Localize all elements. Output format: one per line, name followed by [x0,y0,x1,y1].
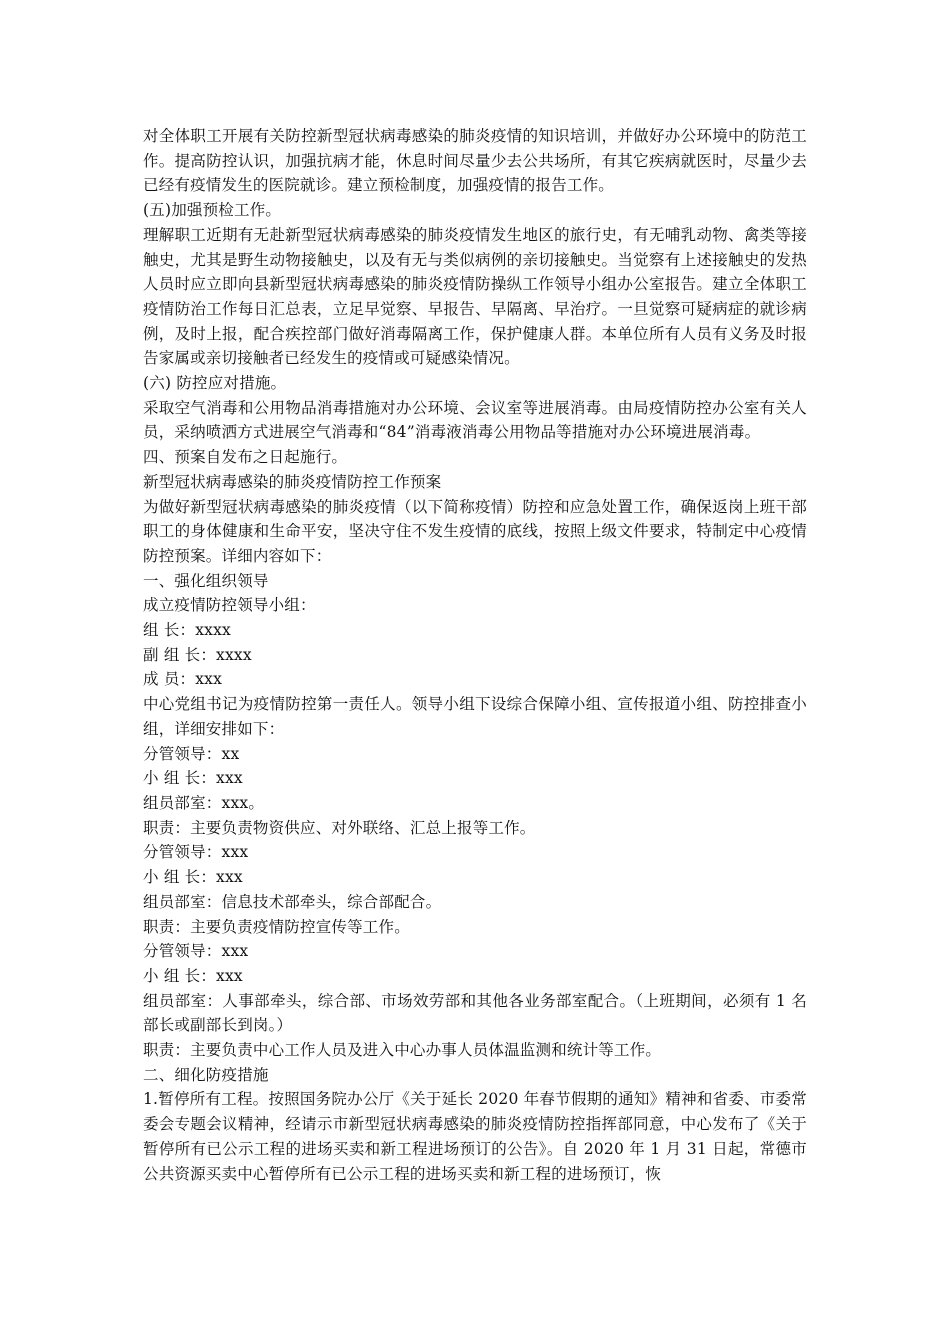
heading-response-measures: (六) 防控应对措施。 [143,374,287,393]
paragraph-disinfection: 采取空气消毒和公用物品消毒措施对办公环境、会议室等进展消毒。由局疫情防控办公室有关人员，采纳喷洒方式进展空气消毒和“84”消毒液消毒公用物品等措施对办公环境进展消毒。 [143,398,807,442]
paragraph-contact-history: 理解职工近期有无赴新型冠状病毒感染的肺炎疫情发生地区的旅行史，有无哺乳动物、禽类等接触史，尤其是野生动物接触史，以及有无与类似病例的亲切接触史。当觉察有上述接触史的发热人员时应立即向县新型冠状病毒感染的肺炎疫情防操纵工作领导小组办公室报告。建立全体职工疫情防治工作每日汇总表，立足早觉察、早报告、早隔离、早治疗。一旦觉察可疑病症的就诊病例，及时上报，配合疾控部门做好消毒隔离工作，保护健康人群。本单位所有人员有义务及时报告家属或亲切接触者已经发生的疫情或可疑感染情况。 [143,225,807,368]
document-title: 新型冠状病毒感染的肺炎疫情防控工作预案 [143,472,442,491]
line-department-3: 组员部室：人事部牵头，综合部、市场效劳部和其他各业务部室配合。（上班期间，必须有 1 名部长或副部长到岗。） [143,991,807,1035]
heading-organization: 一、强化组织领导 [143,571,269,590]
paragraph-intro: 为做好新型冠状病毒感染的肺炎疫情（以下简称疫情）防控和应急处置工作，确保返岗上班干部职工的身体健康和生命平安，坚决守住不发生疫情的底线，按照上级文件要求，特制定中心疫情防控预案。详细内容如下： [143,497,807,565]
line-duty-3: 职责：主要负责中心工作人员及进入中心办事人员体温监测和统计等工作。 [143,1041,662,1060]
line-team-leader-3: 小 组 长：xxx [143,966,243,985]
line-group-leader: 组 长：xxxx [143,621,231,640]
line-department-1: 组员部室：xxx。 [143,793,265,812]
line-duty-1: 职责：主要负责物资供应、对外联络、汇总上报等工作。 [143,818,536,837]
paragraph-training: 对全体职工开展有关防控新型冠状病毒感染的肺炎疫情的知识培训，并做好办公环境中的防范工作。提高防控认识，加强抗病才能，休息时间尽量少去公共场所，有其它疾病就医时，尽量少去已经有疫情发生的医院就诊。建立预检制度，加强疫情的报告工作。 [143,127,807,195]
line-supervisor-1: 分管领导：xx [143,744,240,763]
paragraph-suspend-projects: 1.暂停所有工程。按照国务院办公厅《关于延长 2020 年春节假期的通知》精神和省委、市委常委会专题会议精神，经请示市新型冠状病毒感染的肺炎疫情防控指挥部同意，中心发布了《关于暂停所有已公示工程的进场买卖和新工程进场预订的公告》。自 2020 年 1 月 31 日起，常德市公共资源买卖中心暂停所有已公示工程的进场买卖和新工程的进场预订，恢 [143,1090,807,1183]
paragraph-responsibility: 中心党组书记为疫情防控第一责任人。领导小组下设综合保障小组、宣传报道小组、防控排查小组，详细安排如下： [143,695,807,738]
line-deputy-leader: 副 组 长：xxxx [143,645,252,664]
line-supervisor-2: 分管领导：xxx [143,843,249,862]
line-team-leader-1: 小 组 长：xxx [143,769,243,788]
heading-pre-check: (五)加强预检工作。 [143,201,282,220]
paragraph-leadership-group: 成立疫情防控领导小组： [143,596,316,615]
line-department-2: 组员部室：信息技术部牵头，综合部配合。 [143,892,442,911]
paragraph-effective-date: 四、预案自发布之日起施行。 [143,448,348,467]
line-members: 成 员：xxx [143,670,223,689]
document-body [143,124,807,1186]
heading-prevention-measures: 二、细化防疫措施 [143,1065,269,1084]
line-duty-2: 职责：主要负责疫情防控宣传等工作。 [143,917,410,936]
line-team-leader-2: 小 组 长：xxx [143,868,243,887]
line-supervisor-3: 分管领导：xxx [143,942,249,961]
